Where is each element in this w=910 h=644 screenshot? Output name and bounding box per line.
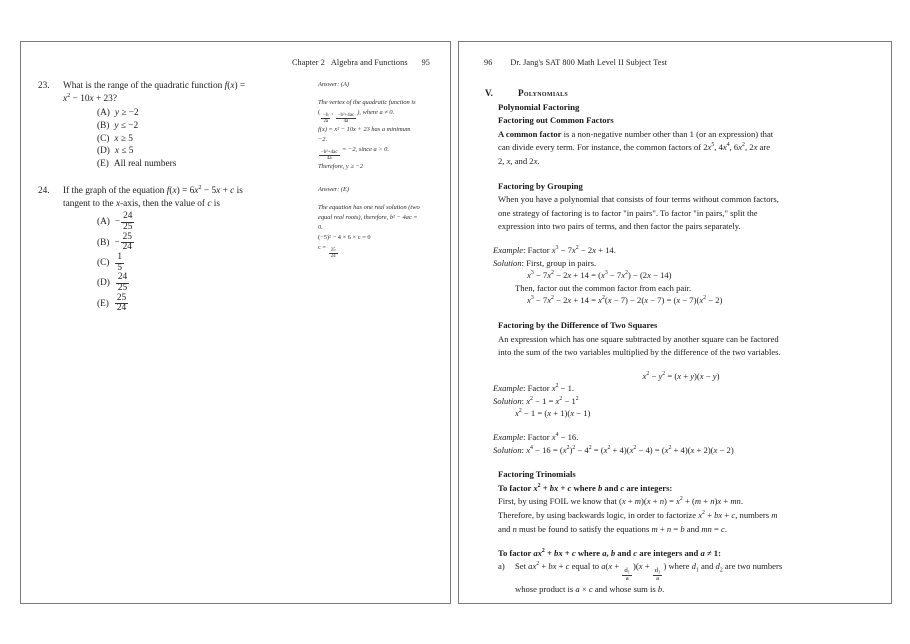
heading-difference-of-two-squares: Factoring by the Difference of Two Squares	[498, 319, 658, 330]
common-factors-line1	[498, 128, 864, 141]
squares-example-2: Example: Factor $x^4 - 16$.	[493, 432, 579, 443]
choice-d-fraction: $\frac{24}{25}$	[117, 272, 128, 293]
common-factors-line1-rest: is a non-negative number other than 1 (or an expression) that	[561, 128, 774, 139]
answer-column-24	[318, 185, 446, 260]
grouping-example: Example: Factor $x^3 - 7x^2 - 2x + 14$.	[493, 244, 616, 255]
choice-b[interactable]	[97, 120, 291, 133]
choice-a-tag: (A)	[97, 217, 110, 228]
difference-squares-formula: $x^2 - y^2 = (x + y)(x - y)$	[642, 370, 720, 381]
choice-c-fraction: $\frac{1}{5}$	[117, 252, 123, 273]
vertex-y-fraction: $\frac{\text{−b²+4ac}}{4a}$	[337, 112, 355, 124]
common-factors-line2: can divide every term. For instance, the common factors of $2x^5$, $4x^4$, $6x^2$, 2x are	[498, 142, 771, 153]
choice-c-text: x ≥ 5	[114, 133, 133, 144]
explanation-24-line1: The equation has one real solution (two	[318, 203, 420, 211]
choice-a[interactable]	[97, 212, 291, 232]
trinomials-line2: Therefore, by using backwards logic, in order to factorize $x^2$ + bx + c, numbers m	[498, 510, 778, 521]
grouping-line1: When you have a polynomial that consists of four terms without common factors,	[498, 194, 779, 205]
trinomial-item-a-line2	[498, 583, 870, 596]
question-23-stem-line1: What is the range of the quadratic function f(x) =	[63, 81, 246, 91]
d1-over-a-fraction: $\frac{\text{d₁}}{a}$	[624, 566, 631, 582]
spacer	[485, 307, 871, 318]
solution-tag: Solution	[493, 395, 522, 406]
example-tag: Example	[493, 383, 524, 394]
example-tag: Example	[493, 432, 524, 443]
difference-squares-line1: An expression which has one square subtracted by another square can be factored	[498, 333, 779, 344]
trinomial-rule-2: To factor $ax^2$ + bx + c where a, b and c are integers and a ≠ 1:	[498, 548, 721, 559]
trinomial-rule-1: To factor $x^2$ + bx + c where b and c are integers:	[498, 482, 673, 493]
left-running-head	[292, 58, 430, 67]
choice-d[interactable]	[97, 145, 291, 158]
question-24-choices	[63, 212, 291, 314]
question-23-stem-line2: $x^2 - 10x + 23$?	[63, 92, 117, 105]
grouping-line3: expression into two pairs of terms, and then factor the pairs separately.	[498, 221, 741, 232]
spacer	[485, 168, 871, 179]
minimum-suffix: = −2, since a > 0.	[342, 145, 389, 153]
item-a-continuation-indent	[498, 583, 515, 596]
question-24-stem-line2: tangent to the x-axis, then the value of c is	[63, 199, 221, 210]
squares-solution-2: Solution: $x^4 - 16 = (x^2)^2 - 4^2 = (x^2 + 4)(x^2 - 4) = (x^2 + 4)(x + 2)(x - 2)$	[493, 444, 734, 455]
choice-c-tag: (C)	[97, 257, 110, 268]
explanation-24-line4: (−5)² − 4 × 6 × c = 0	[318, 233, 371, 241]
question-24-stem-line1: If the graph of the equation $f(x) = 6x^2 - 5x + c$ is	[63, 183, 243, 196]
common-factor-term: A common factor	[498, 128, 562, 139]
explanation-23-line1: The vertex of the quadratic function is	[318, 98, 416, 106]
squares-solution-1: Solution: $x^2 - 1 = x^2 - 1^2$	[493, 395, 579, 406]
choice-c[interactable]	[97, 253, 291, 273]
grouping-equation-1: $x^3 - 7x^2 - 2x + 14 = (x^3 - 7x^2) - (2x - 14)$	[527, 270, 672, 281]
solution-tag: Solution	[493, 444, 522, 455]
choice-e-text: All real numbers	[113, 158, 177, 169]
squares-solution-1-eq2: $x^2 - 1 = (x + 1)(x - 1)$	[515, 408, 591, 419]
explanation-23-vertex-formula: ( $\frac{-b}{2a}$ , $\frac{\text{−b²+4ac}}{4a}$ ), where a ≠ 0.	[318, 108, 395, 124]
choice-b-fraction: $\frac{25}{24}$	[122, 231, 132, 253]
choice-b[interactable]	[97, 233, 291, 253]
spacer	[485, 233, 871, 244]
c-equals-label: c =	[318, 243, 327, 251]
choice-d-tag: (D)	[97, 146, 110, 157]
answer-24-explanation	[318, 203, 446, 260]
squares-example-1: Example: Factor $x^2 - 1$.	[493, 383, 575, 394]
explanation-24-line3: 0.	[318, 223, 323, 231]
choice-a-tag: (A)	[97, 108, 110, 119]
choice-b-text: y ≤ −2	[114, 121, 139, 131]
common-factors-line3: 2, x, and 2x.	[498, 155, 540, 166]
spacer	[485, 456, 871, 467]
question-23-main	[38, 80, 291, 170]
spacer	[485, 359, 871, 370]
running-head-folio: 95	[421, 58, 430, 67]
solution-tag: Solution	[493, 257, 522, 268]
section-roman-numeral: V.	[485, 88, 493, 98]
choice-a-text: y ≥ −2	[114, 108, 139, 119]
choice-b-tag: (B)	[97, 121, 110, 131]
explanation-23-line4: −2.	[318, 135, 328, 143]
grouping-note: Then, factor out the common factor from each pair.	[515, 282, 692, 293]
choice-e[interactable]	[97, 158, 291, 171]
right-page	[458, 41, 892, 604]
grouping-solution: Solution: First, group in pairs.	[493, 257, 597, 268]
vertex-suffix: ), where a ≠ 0.	[357, 108, 395, 116]
trinomials-line3: and n must be found to satisfy the equations m + n = b and mn = c.	[498, 523, 727, 534]
grouping-line2: one strategy of factoring is to factor "in pairs". To factor "in pairs," split the	[498, 207, 758, 218]
trinomials-line1: First, by using FOIL we know that $(x + m)(x + n) = x^2 + (m + n)x$ + mn.	[498, 496, 744, 507]
minimum-fraction: $\frac{\text{−b²+4ac}}{4a}$	[321, 149, 338, 162]
left-page	[20, 41, 451, 604]
answer-23-label: Answer: (A)	[318, 81, 350, 88]
choice-e-tag: (E)	[97, 298, 109, 309]
choice-e-tag: (E)	[97, 158, 109, 169]
choice-e-fraction: $\frac{25}{24}$	[116, 292, 127, 314]
example-tag: Example	[493, 244, 524, 255]
running-head-chapter: Chapter 2	[291, 58, 325, 67]
choice-d-tag: (D)	[97, 278, 110, 289]
question-24-main	[38, 183, 291, 314]
item-a-text-line2: whose product is a × c and whose sum is b.	[515, 583, 665, 594]
explanation-24-line2: equal real roots), therefore, b² − 4ac =	[318, 213, 418, 221]
item-a-text: Set $ax^2$ + bx + c equal to a(x + $\frac{\text{d₁}}{a}$ )(x + $\frac{\text{d₂}}{a}$ ) where $d_1$ and $d_2$ are two numbers	[515, 560, 783, 582]
choice-a-sign: −	[114, 217, 121, 228]
answer-24-label: Answer: (E)	[318, 186, 350, 193]
explanation-24-line5	[318, 243, 446, 259]
running-head-folio: 96	[484, 58, 493, 67]
item-a-tag: a)	[498, 560, 505, 571]
heading-factoring-out-common-factors: Factoring out Common Factors	[498, 115, 614, 126]
choice-c[interactable]	[97, 133, 291, 146]
explanation-23-line5	[318, 145, 446, 161]
difference-squares-line2: into the sum of the two variables multiplied by the difference of the two variables.	[498, 347, 781, 358]
trinomial-item-a	[498, 560, 870, 583]
grouping-equation-2: $x^3 - 7x^2 - 2x + 14 = x^2(x - 7) - 2(x - 7) = (x - 7)(x^2 - 2)$	[527, 295, 723, 306]
choice-b-sign: −	[114, 237, 120, 248]
heading-factoring-by-grouping: Factoring by Grouping	[498, 180, 583, 191]
choice-a[interactable]	[97, 107, 291, 120]
running-head-book-title: Dr. Jang's SAT 800 Math Level II Subject Test	[510, 58, 668, 67]
question-23-choices	[63, 107, 291, 170]
answer-column-23	[318, 80, 446, 172]
choice-a-fraction: $\frac{24}{25}$	[123, 211, 133, 233]
d2-over-a-fraction: $\frac{\text{d₂}}{a}$	[654, 566, 661, 582]
choice-d-text: x ≤ 5	[114, 146, 134, 157]
c-value-fraction: $\frac{25}{24}$	[330, 248, 336, 260]
explanation-23-line3: f(x) = x² − 10x + 23 has a minimum	[318, 125, 411, 133]
vertex-x-fraction: $\frac{-b}{2a}$	[323, 112, 329, 124]
choice-d[interactable]	[97, 273, 291, 293]
choice-c-tag: (C)	[97, 133, 110, 144]
choice-e[interactable]	[97, 294, 291, 314]
polynomials-section	[485, 87, 871, 595]
heading-factoring-trinomials: Factoring Trinomials	[498, 469, 576, 480]
question-23-number: 23.	[38, 81, 50, 91]
question-24-number: 24.	[38, 186, 50, 196]
right-running-head	[484, 58, 667, 67]
running-head-title: Algebra and Functions	[330, 58, 408, 67]
answer-23-explanation	[318, 98, 446, 172]
subheading-polynomial-factoring: Polynomial Factoring	[498, 101, 580, 112]
spacer	[485, 420, 871, 431]
explanation-23-line6: Therefore, y ≥ −2	[318, 162, 363, 170]
spacer	[485, 535, 871, 546]
choice-b-tag: (B)	[97, 237, 110, 248]
section-heading-polynomials: Polynomials	[518, 88, 569, 98]
